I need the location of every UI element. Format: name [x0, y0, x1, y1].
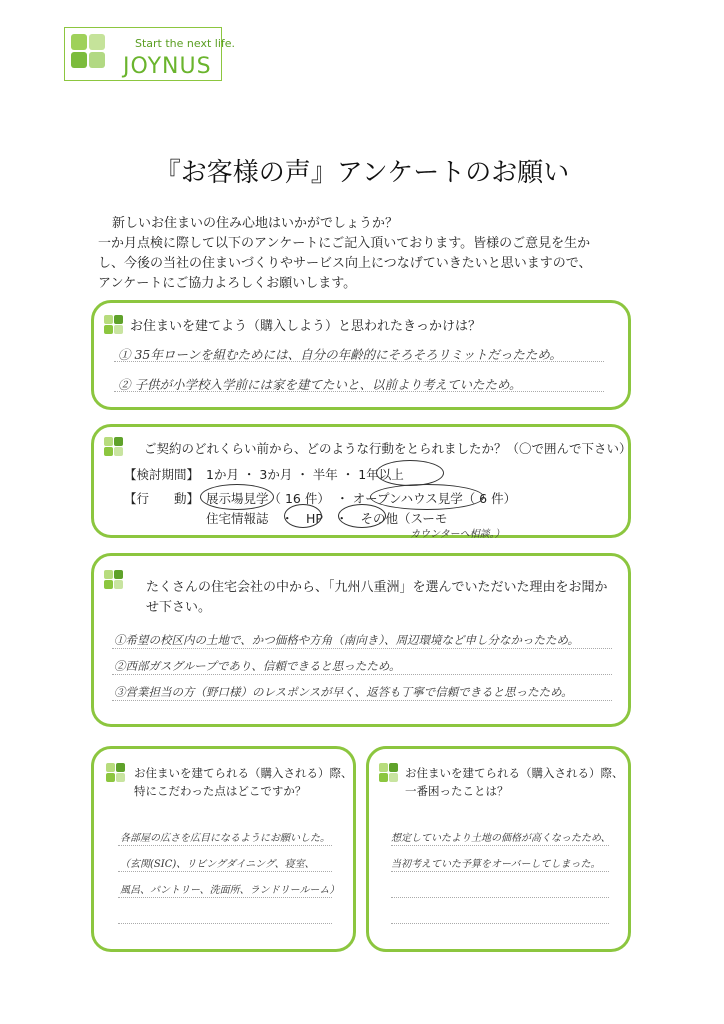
intro-text	[98, 214, 658, 294]
answer-text: 想定していたより土地の価格が高くなったため、	[391, 833, 611, 844]
leaf-icon	[104, 437, 124, 457]
selected-circle	[338, 504, 386, 528]
question-text: せ下さい。	[146, 600, 212, 615]
answer-text: ① 35年ローンを組むためには、自分の年齢的にそろそろリミットだったため。	[118, 347, 562, 362]
question-text: お住まいを建てられる（購入される）際、	[134, 766, 353, 780]
logo-brand: JOYNUS	[123, 54, 212, 79]
leaf-icon	[104, 570, 124, 590]
question-box-priorities	[91, 746, 356, 952]
selected-circle	[376, 460, 444, 486]
answer-text: 風呂、パントリー、洗面所、ランドリールーム）	[120, 885, 340, 896]
answer-text: ② 子供が小学校入学前には家を建てたいと、以前より考えていたため。	[118, 377, 522, 392]
leaf-icon	[379, 763, 399, 783]
intro-line: 新しいお住まいの住み心地はいかがでしょうか？	[112, 216, 399, 231]
leaf-icon	[71, 34, 87, 50]
selected-circle	[284, 504, 322, 528]
question-text: たくさんの住宅会社の中から、「九州八重洲」を選んでいただいた理由をお聞か	[146, 580, 608, 595]
question-box-difficulties	[366, 746, 631, 952]
leaf-icon	[89, 34, 105, 50]
leaf-icon	[104, 315, 124, 335]
page-title: 『お客様の声』アンケートのお願い	[154, 158, 570, 188]
leaf-icon	[71, 52, 87, 68]
answer-text: 当初考えていた予算をオーバーしてしまった。	[391, 859, 601, 870]
intro-line: 一か月点検に際して以下のアンケートにご記入頂いております。皆様のご意見を生か	[98, 236, 591, 251]
period-options: 1か月 ・ 3か月 ・ 半年 ・ 1年以上	[206, 467, 404, 482]
question-box-trigger	[91, 300, 631, 410]
action-line: 展示場見学（ 16 件） ・ オープンハウス見学（ 6 件）	[206, 491, 517, 506]
question-text: 一番困ったことは？	[405, 784, 509, 798]
intro-line: し、今後の当社の住まいづくりやサービス向上につなげていきたいと思いますので、	[98, 256, 592, 271]
question-box-actions	[91, 424, 631, 538]
answer-text: ②西部ガスグループであり、信頼できると思ったため。	[114, 659, 401, 673]
period-label: 【検討期間】	[124, 467, 200, 482]
question-text: ご契約のどれくらい前から、どのような行動をとられましたか？（〇で囲んで下さい）	[144, 441, 632, 456]
logo-tagline: Start the next life.	[135, 37, 236, 50]
answer-text: ①希望の校区内の土地で、かつ価格や方角（南向き）、周辺環境など申し分なかったため。	[114, 633, 580, 647]
action-label: 【行 動】	[124, 491, 200, 506]
answer-text: 各部屋の広さを広目になるようにお願いした。	[120, 833, 330, 844]
action-line: 住宅情報誌 ・ HP ・ その他（スーモ	[206, 511, 448, 526]
question-text: お住まいを建てよう（購入しよう）と思われたきっかけは？	[130, 319, 482, 334]
selected-circle	[370, 484, 484, 510]
action-note: カウンターへ相談。）	[410, 529, 505, 540]
leaf-icon	[89, 52, 105, 68]
question-text: 特にこだわった点はどこですか？	[134, 784, 307, 798]
answer-text: ③営業担当の方（野口様）のレスポンスが早く、返答も丁寧で信頼できると思ったため。	[114, 685, 573, 699]
leaf-icon	[106, 763, 126, 783]
selected-circle	[200, 484, 274, 510]
intro-line: アンケートにご協力よろしくお願いします。	[98, 276, 357, 291]
question-box-reason	[91, 553, 631, 727]
answer-text: （玄関(SIC)、リビングダイニング、寝室、	[120, 859, 315, 870]
company-logo	[64, 27, 236, 81]
question-text: お住まいを建てられる（購入される）際、	[405, 766, 624, 780]
